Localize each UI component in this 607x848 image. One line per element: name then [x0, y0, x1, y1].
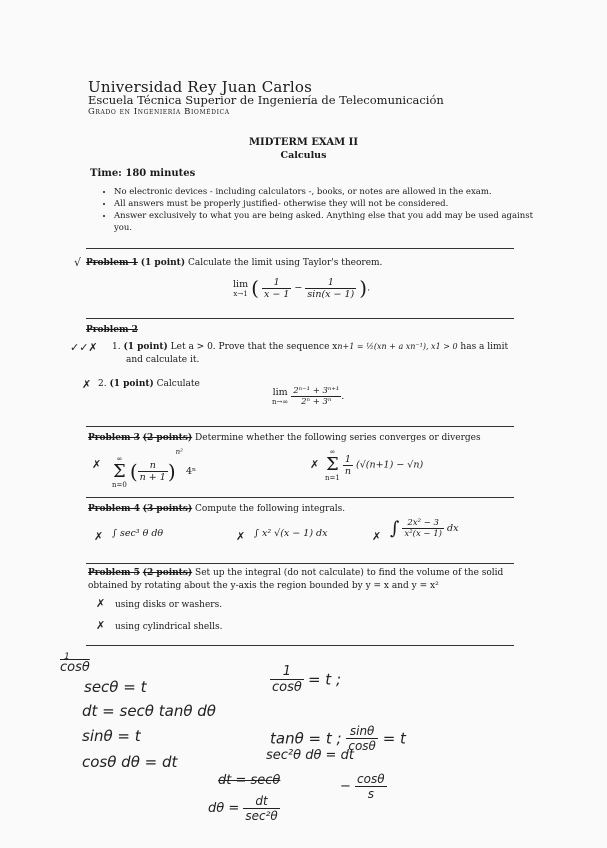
cross-mark: ✗ [236, 530, 246, 543]
problem-1-limit: lim x→1 ( $\frac{1}{x - 1}$ − $\frac{1}{\sin(x - 1)}$ ). [233, 276, 371, 300]
divider [86, 248, 514, 249]
problem-5-part-b: using cylindrical shells. [115, 622, 223, 632]
handwritten-note: 1 [64, 652, 70, 662]
exam-subject: Calculus [280, 150, 327, 161]
handwritten-note: cosθ dθ = dt [82, 753, 178, 771]
problem-4-integral-3: ∫ $\frac{\text{2x² − 3}}{\text{x²(x − 1)}}$ dx [390, 518, 459, 539]
divider [86, 497, 514, 498]
problem-2-part-2: 2. (1 point) Calculate [98, 379, 200, 389]
handwritten-note: − $\frac{\cos\theta}{s}$ [340, 772, 385, 801]
problem-1-heading: Problem 1 (1 point) Calculate the limit using Taylor's theorem. [86, 258, 383, 268]
divider [86, 426, 514, 427]
problem-2-limit: lim n→∞ $\frac{\text{2ⁿ⁻¹ + 3ⁿ⁺¹}}{\text{2ⁿ + 3ⁿ}}$ . [272, 386, 345, 407]
handwritten-note: tanθ = t ; $\frac{\sin\theta}{\cos\theta}$ = t [270, 724, 406, 753]
school-name: Escuela Técnica Superior de Ingeniería de Telecomunicación [88, 93, 444, 107]
problem-2-part-1: 1. (1 point) Let a > 0. Prove that the sequence xn+1 = ½(xn + a xn⁻¹), x1 > 0 has a limit [112, 342, 509, 352]
problem-4-integral-1: ∫ sec³ θ dθ [112, 528, 164, 539]
rule-item: • All answers must be properly justified- otherwise they will not be considered. [114, 198, 534, 210]
exam-time: Time: 180 minutes [90, 168, 196, 179]
handwritten-note: $\frac{1}{\cos\theta}$ = t ; [272, 664, 342, 695]
rule-item: • Answer exclusively to what you are being asked. Anything else that you add may be used against you. [114, 210, 534, 234]
problem-4-integral-2: ∫ x² √(x − 1) dx [254, 528, 328, 539]
exam-rules [98, 186, 534, 234]
handwritten-note: sec²θ dθ = dt [266, 748, 354, 763]
rule-item: • No electronic devices - including calculators -, books, or notes are allowed in the exam. [114, 186, 534, 198]
divider [86, 563, 514, 564]
cross-mark: ✗ [96, 597, 106, 610]
problem-2-part-1-line2: and calculate it. [126, 355, 200, 365]
handwritten-note: dt = secθ [218, 773, 281, 788]
divider [86, 645, 514, 646]
cross-mark: ✗ [96, 619, 106, 632]
handwritten-note: sinθ = t [82, 727, 141, 745]
cross-mark: ✗ [92, 458, 102, 471]
handwritten-note: dt = secθ tanθ dθ [82, 702, 216, 720]
problem-5-heading: Problem 5 (2 points) Set up the integral (do not calculate) to find the volume of the solid [88, 568, 504, 578]
handwritten-note: secθ = t [84, 678, 147, 696]
handwritten-note: cosθ [60, 660, 90, 675]
cross-mark: ✗ [372, 530, 382, 543]
problem-5-text: obtained by rotating about the y-axis the region bounded by y = x and y = x² [88, 581, 439, 591]
university-name: Universidad Rey Juan Carlos [88, 78, 313, 96]
problem-2-heading: Problem 2 [86, 325, 138, 335]
problem-4-heading: Problem 4 (3 points) Compute the following integrals. [88, 504, 346, 514]
cross-mark: ✗ [310, 458, 320, 471]
problem-5-part-a: using disks or washers. [115, 600, 223, 610]
check-mark: √ [74, 256, 82, 269]
divider [86, 318, 514, 319]
problem-3-series-1: ∞ Σ n=0 ( $\frac{n}{n + 1}$ )$^{n^2}$ 4ⁿ [112, 448, 197, 489]
handwritten-note: dθ = $\frac{dt}{\text{sec²θ}}$ [208, 794, 278, 823]
exam-title: MIDTERM EXAM II [248, 137, 359, 148]
cross-mark: ✗ [82, 378, 92, 391]
degree-name: Grado en Ingeniería Biomédica [88, 107, 230, 117]
cross-mark: ✗ [94, 530, 104, 543]
problem-3-heading: Problem 3 (2 points) Determine whether the following series converges or diverges [88, 433, 481, 443]
problem-3-series-2: ∞ Σ n=1 $\frac{1}{n}$ (√(n+1) − √n) [325, 448, 424, 482]
check-mark: ✓✓✗ [70, 341, 98, 354]
